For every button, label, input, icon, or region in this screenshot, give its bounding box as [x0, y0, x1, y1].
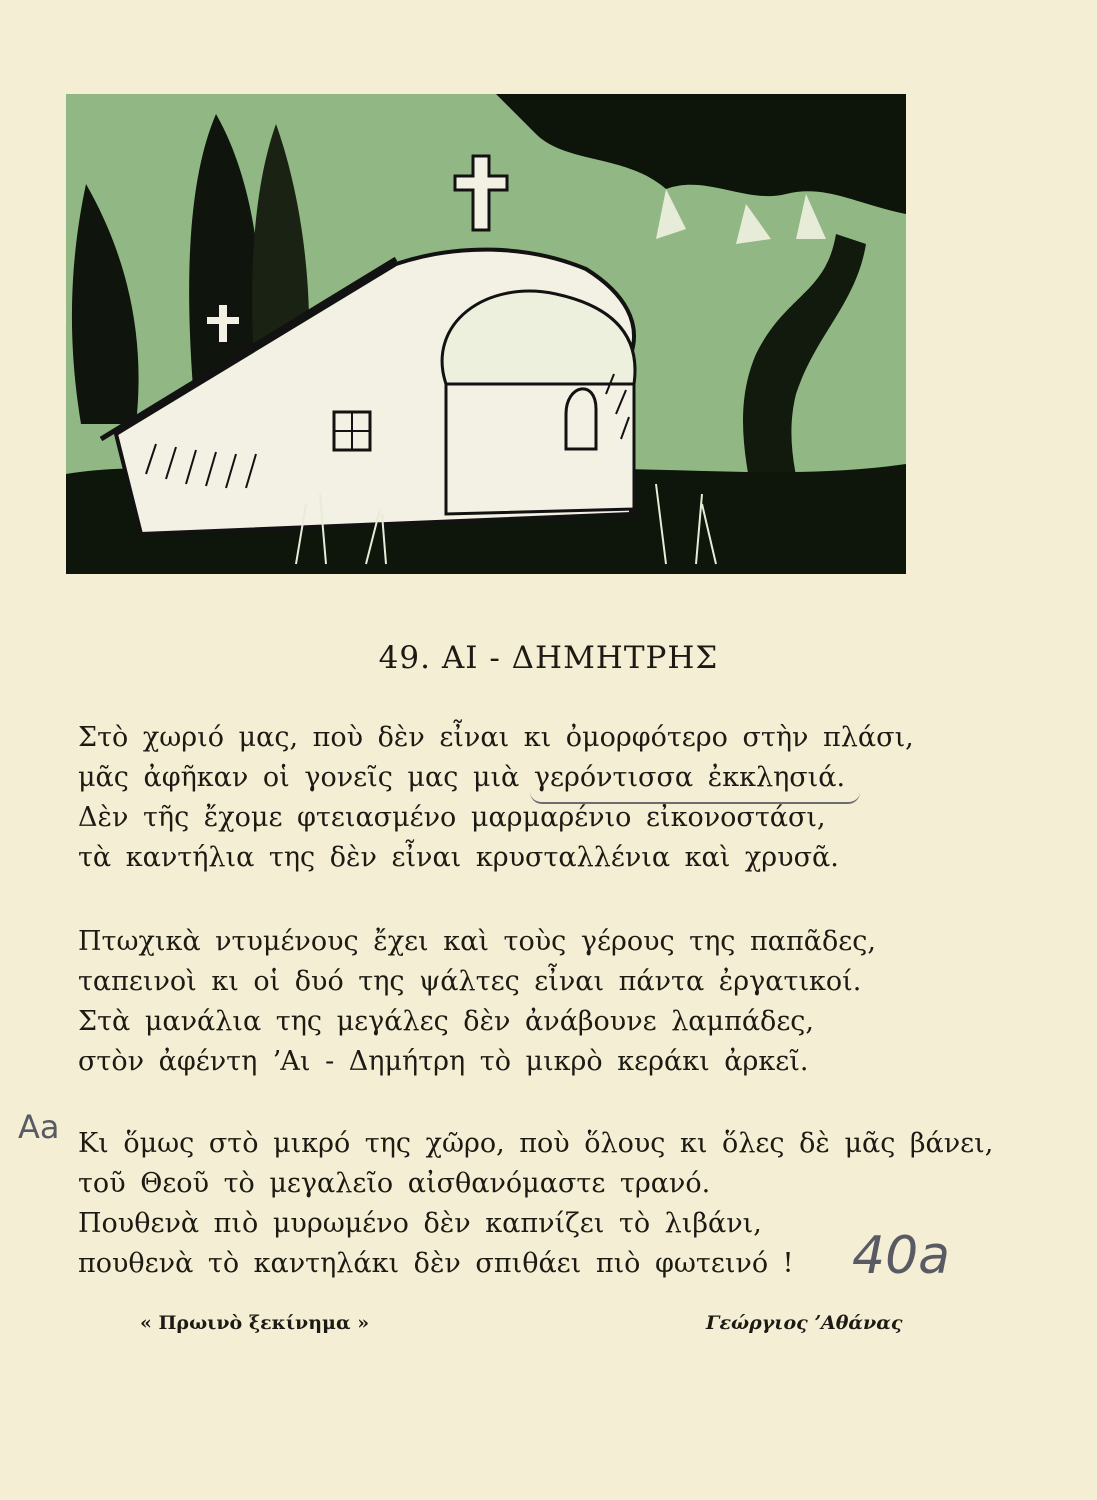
verse-line: ταπεινοὶ κι οἱ δυό της ψάλτες εἶναι πάντα ἐργατικοί.: [78, 966, 862, 997]
stanza-2: [78, 922, 918, 1082]
church-drawing: [66, 94, 906, 574]
verse-line: Πτωχικὰ ντυμένους ἔχει καὶ τοὺς γέρους της παπᾶδες,: [78, 926, 876, 957]
verse-line: τὰ καντήλια της δὲν εἶναι κρυσταλλένια καὶ χρυσᾶ.: [78, 842, 839, 873]
verse-line: Στὰ μανάλια της μεγάλες δὲν ἀνάβουνε λαμπάδες,: [78, 1006, 815, 1037]
church-illustration: [66, 94, 906, 574]
verse-line: Κι ὅμως στὸ μικρό της χῶρο, ποὺ ὅλους κι ὅλες δὲ μᾶς βάνει,: [78, 1128, 994, 1159]
verse-line: Πουθενὰ πιὸ μυρωμένο δὲν καπνίζει τὸ λιβάνι,: [78, 1208, 762, 1239]
verse-line: Στὸ χωριό μας, ποὺ δὲν εἶναι κι ὀμορφότερο στὴν πλάσι,: [78, 722, 914, 753]
handwritten-page-number: 40a: [852, 1226, 951, 1286]
handwritten-margin-note: Aa: [18, 1108, 60, 1146]
poem-author: Γεώργιος ʼΑθάνας: [706, 1312, 903, 1334]
source-book: « Πρωινὸ ξεκίνημα »: [140, 1312, 370, 1334]
verse-line: πουθενὰ τὸ καντηλάκι δὲν σπιθάει πιὸ φωτεινό !: [78, 1248, 794, 1279]
stanza-3: [78, 1124, 994, 1284]
verse-line: Δὲν τῆς ἔχομε φτειασμένο μαρμαρένιο εἰκονοστάσι,: [78, 802, 826, 833]
poem-title: 49. ΑΙ - ΔΗΜΗΤΡΗΣ: [378, 640, 719, 676]
pencil-underline: [530, 792, 860, 804]
verse-line: στὸν ἀφέντη ʼΑι - Δημήτρη τὸ μικρὸ κεράκι ἀρκεῖ.: [78, 1046, 809, 1077]
verse-line: μᾶς ἀφῆκαν οἱ γονεῖς μας μιὰ γερόντισσα ἐκκλησιά.: [78, 762, 846, 793]
verse-line: τοῦ Θεοῦ τὸ μεγαλεῖο αἰσθανόμαστε τρανό.: [78, 1168, 711, 1199]
